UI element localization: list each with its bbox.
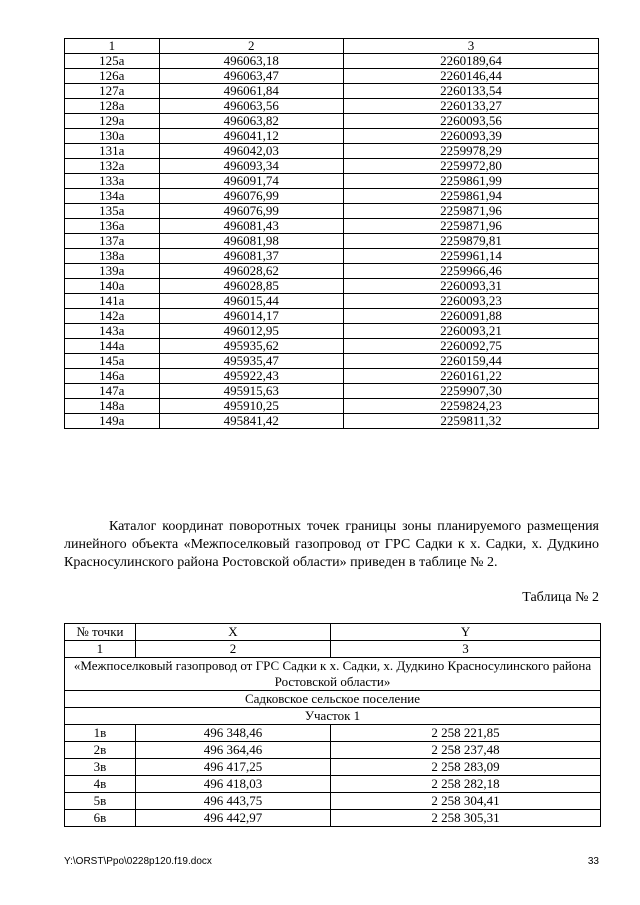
point-cell: 126а [65,69,160,84]
footer-file-path: Y:\ORST\Ppo\0228p120.f19.docx [64,856,212,867]
point-cell: 130а [65,129,160,144]
footer-page-number: 33 [587,856,599,867]
table-row [65,249,599,264]
point-cell: 4в [65,776,136,793]
x-cell: 495841,42 [159,414,343,429]
x-cell: 496081,98 [159,234,343,249]
point-cell: 127а [65,84,160,99]
x-cell: 496061,84 [159,84,343,99]
object-title-cell: «Межпоселковый газопровод от ГРС Садки к х. Садки, х. Дудкино Красносулинского района Ростовской области» [65,658,601,691]
y-cell: 2260093,23 [343,294,598,309]
point-cell: 128а [65,99,160,114]
point-cell: 143а [65,324,160,339]
point-cell: 3в [65,759,136,776]
table-row [65,414,599,429]
table-row [65,129,599,144]
point-cell: 138а [65,249,160,264]
y-cell: 2259871,96 [343,219,598,234]
x-cell: 496081,43 [159,219,343,234]
header-cell: 2 [159,39,343,54]
number-cell: 2 [135,641,330,658]
table-row [65,84,599,99]
x-cell: 496 443,75 [135,793,330,810]
table-row [65,354,599,369]
point-cell: 131а [65,144,160,159]
coordinates-table-1 [64,38,599,429]
section-cell: Участок 1 [65,708,601,725]
table-row [65,144,599,159]
table-row [65,279,599,294]
settlement-cell: Садковское сельское поселение [65,691,601,708]
y-cell: 2259972,80 [343,159,598,174]
table-row [65,99,599,114]
y-cell: 2260091,88 [343,309,598,324]
point-cell: 147а [65,384,160,399]
x-cell: 495935,47 [159,354,343,369]
table-row [65,776,601,793]
table-row [65,759,601,776]
table-2-label: Таблица № 2 [522,590,599,605]
point-cell: 140а [65,279,160,294]
table-row [65,174,599,189]
table-row [65,69,599,84]
y-cell: 2259861,94 [343,189,598,204]
x-cell: 496041,12 [159,129,343,144]
header-cell-x: X [135,624,330,641]
table-row [65,810,601,827]
x-cell: 496076,99 [159,189,343,204]
point-cell: 139а [65,264,160,279]
x-cell: 496 418,03 [135,776,330,793]
y-cell: 2260092,75 [343,339,598,354]
x-cell: 496063,18 [159,54,343,69]
header-cell-y: Y [331,624,601,641]
x-cell: 496 348,46 [135,725,330,742]
table-row [65,742,601,759]
y-cell: 2259966,46 [343,264,598,279]
point-cell: 132а [65,159,160,174]
x-cell: 496091,74 [159,174,343,189]
table-row [65,219,599,234]
settlement-row [65,691,601,708]
header-cell-point: № точки [65,624,136,641]
table-row [65,324,599,339]
x-cell: 496081,37 [159,249,343,264]
y-cell: 2259811,32 [343,414,598,429]
x-cell: 496028,62 [159,264,343,279]
x-cell: 495922,43 [159,369,343,384]
table-row [65,725,601,742]
table-row [65,189,599,204]
y-cell: 2 258 283,09 [331,759,601,776]
y-cell: 2259824,23 [343,399,598,414]
x-cell: 496 417,25 [135,759,330,776]
point-cell: 149а [65,414,160,429]
point-cell: 133а [65,174,160,189]
object-title-row [65,658,601,691]
point-cell: 5в [65,793,136,810]
table-2-number-row [65,641,601,658]
point-cell: 135а [65,204,160,219]
point-cell: 142а [65,309,160,324]
y-cell: 2260159,44 [343,354,598,369]
point-cell: 129а [65,114,160,129]
table-row [65,204,599,219]
table-row [65,399,599,414]
y-cell: 2260093,39 [343,129,598,144]
x-cell: 496014,17 [159,309,343,324]
y-cell: 2259871,96 [343,204,598,219]
table-row [65,264,599,279]
table-row [65,369,599,384]
point-cell: 146а [65,369,160,384]
point-cell: 145а [65,354,160,369]
point-cell: 136а [65,219,160,234]
point-cell: 6в [65,810,136,827]
table-row [65,793,601,810]
point-cell: 125а [65,54,160,69]
y-cell: 2 258 221,85 [331,725,601,742]
table-row [65,309,599,324]
number-cell: 3 [331,641,601,658]
point-cell: 144а [65,339,160,354]
y-cell: 2 258 305,31 [331,810,601,827]
x-cell: 495935,62 [159,339,343,354]
y-cell: 2259907,30 [343,384,598,399]
x-cell: 496042,03 [159,144,343,159]
table-2-header-row [65,624,601,641]
table-row [65,294,599,309]
x-cell: 496015,44 [159,294,343,309]
y-cell: 2259961,14 [343,249,598,264]
header-cell: 3 [343,39,598,54]
coordinates-table-2 [64,623,601,827]
point-cell: 141а [65,294,160,309]
x-cell: 496028,85 [159,279,343,294]
table-row [65,159,599,174]
y-cell: 2260093,21 [343,324,598,339]
catalog-paragraph: Каталог координат поворотных точек границы зоны планируемого размещения линейного объекта «Межпоселковый газопровод от ГРС Садки к х. Садки, х. Дудкино Красносулинского района Ростовской области» приведен в таблице № 2. [64,519,599,570]
point-cell: 1в [65,725,136,742]
y-cell: 2259978,29 [343,144,598,159]
y-cell: 2260189,64 [343,54,598,69]
point-cell: 148а [65,399,160,414]
table-row [65,114,599,129]
x-cell: 496 364,46 [135,742,330,759]
header-cell: 1 [65,39,160,54]
y-cell: 2260093,31 [343,279,598,294]
table-1-header-row [65,39,599,54]
x-cell: 495915,63 [159,384,343,399]
y-cell: 2 258 282,18 [331,776,601,793]
x-cell: 496093,34 [159,159,343,174]
table-row [65,234,599,249]
x-cell: 496 442,97 [135,810,330,827]
number-cell: 1 [65,641,136,658]
table-row [65,339,599,354]
x-cell: 496063,47 [159,69,343,84]
y-cell: 2 258 237,48 [331,742,601,759]
x-cell: 496012,95 [159,324,343,339]
point-cell: 137а [65,234,160,249]
y-cell: 2260146,44 [343,69,598,84]
y-cell: 2259861,99 [343,174,598,189]
table-row [65,384,599,399]
y-cell: 2 258 304,41 [331,793,601,810]
x-cell: 496063,56 [159,99,343,114]
x-cell: 495910,25 [159,399,343,414]
y-cell: 2260133,27 [343,99,598,114]
y-cell: 2260093,56 [343,114,598,129]
table-row [65,54,599,69]
x-cell: 496076,99 [159,204,343,219]
section-row [65,708,601,725]
point-cell: 2в [65,742,136,759]
y-cell: 2259879,81 [343,234,598,249]
y-cell: 2260161,22 [343,369,598,384]
point-cell: 134а [65,189,160,204]
x-cell: 496063,82 [159,114,343,129]
y-cell: 2260133,54 [343,84,598,99]
